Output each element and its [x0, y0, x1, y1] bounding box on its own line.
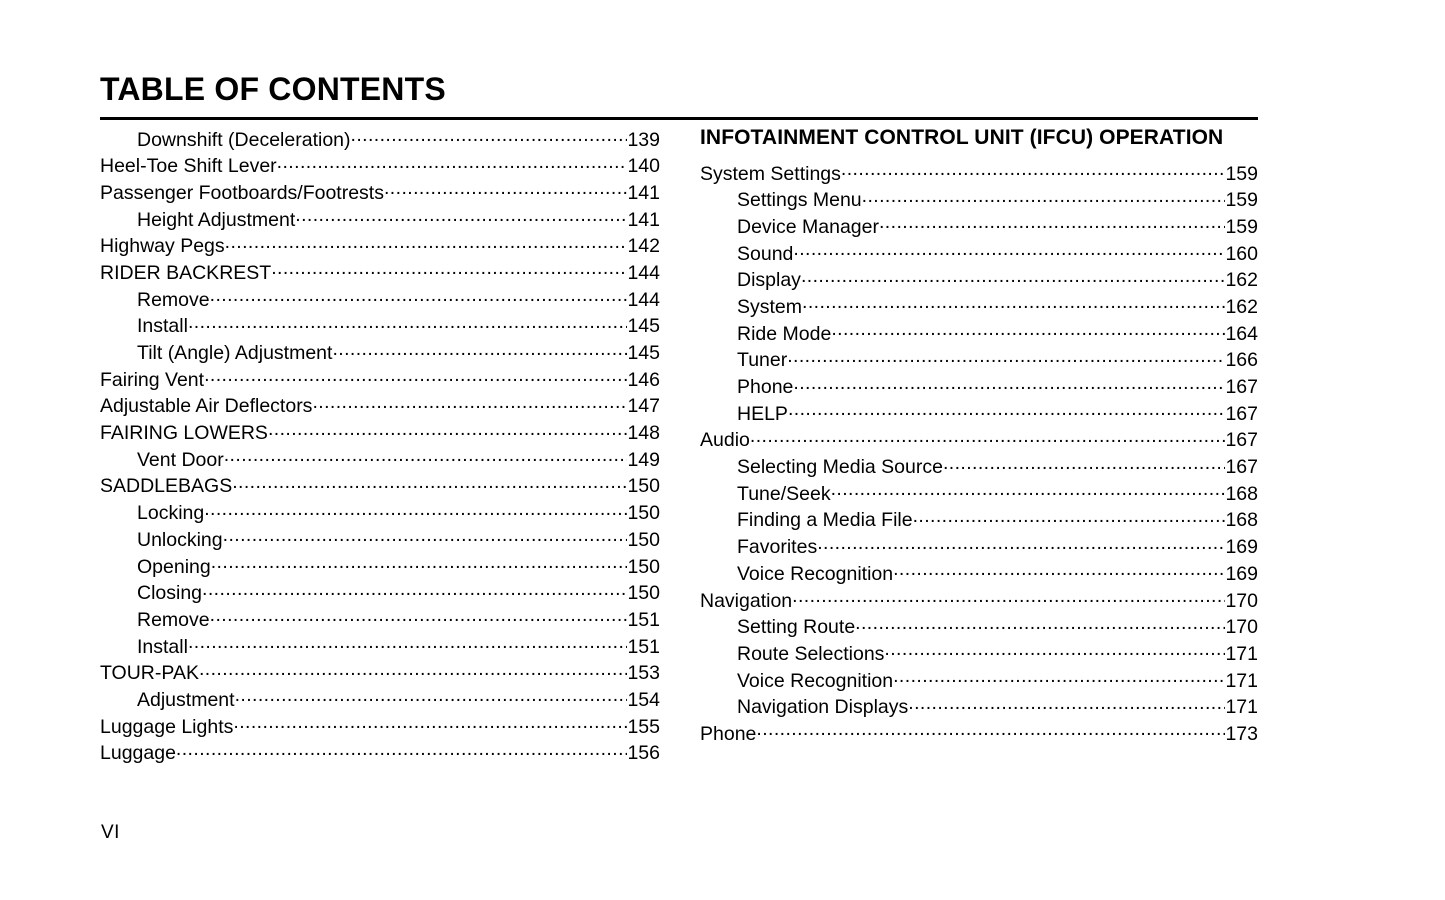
page-title: TABLE OF CONTENTS [100, 71, 446, 107]
toc-entry-label: TOUR-PAK [100, 662, 199, 685]
toc-entry[interactable] [100, 713, 660, 740]
toc-dot-leader [224, 446, 628, 466]
toc-dot-leader [756, 720, 1225, 740]
toc-dot-leader [204, 500, 627, 520]
toc-dot-leader [831, 320, 1225, 340]
toc-entry-label: Settings Menu [737, 189, 862, 212]
toc-entry-label: Locking [137, 502, 205, 525]
toc-entry[interactable] [700, 560, 1258, 587]
toc-dot-leader [893, 667, 1225, 687]
toc-entry-label: Closing [137, 582, 203, 605]
toc-entry-page-number: 155 [627, 715, 660, 738]
toc-entry-page-number: 159 [1225, 189, 1258, 212]
toc-entry-label: Luggage [100, 742, 176, 765]
toc-dot-leader [199, 660, 627, 680]
toc-dot-leader [884, 640, 1225, 660]
toc-entry-label: Remove [137, 608, 210, 631]
toc-dot-leader [271, 259, 627, 279]
toc-entry-label: Adjustment [137, 688, 235, 711]
toc-entry-page-number: 145 [627, 315, 660, 338]
toc-dot-leader [879, 213, 1225, 233]
toc-entry[interactable] [100, 686, 660, 713]
toc-entry-page-number: 153 [627, 662, 660, 685]
toc-entry-label: Tilt (Angle) Adjustment [137, 342, 333, 364]
toc-entry[interactable] [700, 347, 1258, 374]
toc-dot-leader [235, 686, 628, 706]
toc-entry[interactable] [100, 126, 660, 153]
toc-entry-page-number: 173 [1225, 722, 1258, 745]
toc-entry-label: Vent Door [137, 448, 224, 471]
toc-entry-label: HELP [737, 402, 788, 425]
toc-entry[interactable] [700, 720, 1258, 747]
toc-dot-leader [204, 366, 627, 386]
toc-dot-leader [831, 480, 1226, 500]
toc-entry[interactable] [100, 420, 660, 447]
toc-entry-label: Fairing Vent [100, 368, 205, 391]
toc-dot-leader [908, 694, 1225, 714]
page-folio: VI [101, 822, 120, 843]
toc-dot-leader [233, 713, 627, 733]
toc-entry-label: Navigation Displays [737, 696, 909, 719]
toc-entry-page-number: 141 [627, 181, 660, 204]
toc-entry-page-number: 144 [627, 261, 660, 284]
toc-entry[interactable] [700, 587, 1258, 614]
toc-dot-leader [232, 473, 627, 493]
toc-entry[interactable] [700, 320, 1258, 347]
toc-entry-label: Setting Route [737, 616, 856, 639]
toc-entry-page-number: 151 [627, 635, 660, 658]
toc-entry-page-number: 150 [627, 555, 660, 578]
toc-entry[interactable] [100, 366, 660, 393]
toc-entry-page-number: 162 [1225, 269, 1258, 292]
toc-dot-leader [793, 240, 1225, 260]
toc-entry-page-number: 150 [627, 502, 660, 525]
toc-entry-page-number: 171 [1225, 696, 1258, 719]
toc-dot-leader [210, 286, 628, 306]
toc-entry-label: System Settings [700, 162, 841, 185]
toc-entry-label: Install [137, 635, 188, 658]
toc-dot-leader [295, 206, 627, 226]
toc-entry[interactable] [700, 160, 1258, 187]
toc-entry-page-number: 142 [627, 235, 660, 258]
toc-entry-label: Navigation [700, 589, 793, 612]
toc-dot-leader [802, 293, 1225, 313]
toc-entry-page-number: 150 [627, 528, 660, 551]
toc-dot-leader [792, 587, 1225, 607]
toc-entry-page-number: 141 [627, 208, 660, 231]
toc-entry-label: Tuner [737, 349, 788, 372]
toc-dot-leader [855, 614, 1225, 634]
toc-dot-leader [862, 187, 1226, 207]
toc-entry-page-number: 147 [627, 395, 660, 418]
toc-entry[interactable] [100, 286, 660, 313]
toc-dot-leader [841, 160, 1226, 180]
toc-entry[interactable] [100, 340, 660, 367]
toc-entry-label: Passenger Footboards/Footrests [100, 181, 384, 204]
toc-entry-label: Install [137, 315, 188, 338]
toc-entry-page-number: 144 [627, 288, 660, 311]
toc-dot-leader [277, 153, 628, 173]
toc-entry-label: Tune/Seek [737, 482, 831, 505]
toc-entry-label: Downshift (Deceleration) [137, 128, 351, 151]
toc-dot-leader [268, 420, 628, 440]
toc-dot-leader [801, 267, 1226, 287]
toc-entry-page-number: 169 [1225, 562, 1258, 585]
toc-entry-label: Phone [700, 722, 757, 745]
toc-entry-page-number: 159 [1225, 215, 1258, 238]
toc-entry[interactable] [700, 240, 1258, 267]
toc-entry[interactable] [700, 480, 1258, 507]
toc-entry[interactable] [100, 179, 660, 206]
toc-entry[interactable] [100, 500, 660, 527]
toc-entry-label: Highway Pegs [100, 235, 225, 258]
toc-entry[interactable] [700, 454, 1258, 481]
toc-entry-label: Ride Mode [737, 322, 832, 345]
toc-dot-leader [332, 340, 627, 360]
toc-entry-label: Adjustable Air Deflectors [100, 395, 313, 418]
toc-entry-label: Favorites [737, 536, 818, 559]
toc-entry[interactable] [700, 400, 1258, 427]
toc-entry-page-number: 171 [1225, 642, 1258, 665]
toc-dot-leader [793, 374, 1225, 394]
toc-dot-leader [943, 454, 1226, 474]
toc-entry[interactable] [700, 694, 1258, 721]
toc-entry-page-number: 167 [1225, 456, 1258, 479]
toc-entry-page-number: 164 [1225, 322, 1258, 345]
toc-entry[interactable] [700, 293, 1258, 320]
toc-entry-label: SADDLEBAGS [100, 475, 233, 498]
toc-entry-label: Voice Recognition [737, 669, 894, 692]
toc-entry[interactable] [100, 313, 660, 340]
toc-dot-leader [817, 534, 1225, 554]
toc-entry-label: Remove [137, 288, 210, 311]
toc-dot-leader [211, 553, 628, 573]
toc-entry[interactable] [100, 473, 660, 500]
toc-entry-page-number: 156 [627, 742, 660, 765]
toc-entry[interactable] [700, 507, 1258, 534]
toc-entry-label: RIDER BACKREST [100, 261, 272, 284]
toc-dot-leader [223, 526, 628, 546]
toc-entry-page-number: 159 [1225, 162, 1258, 185]
toc-entry[interactable] [100, 580, 660, 607]
toc-entry-page-number: 150 [627, 475, 660, 498]
toc-entry[interactable] [700, 427, 1258, 454]
toc-entry[interactable] [100, 206, 660, 233]
toc-entry-label: Selecting Media Source [737, 456, 943, 479]
toc-entry[interactable] [100, 660, 660, 687]
section-heading-ifcu: INFOTAINMENT CONTROL UNIT (IFCU) OPERATION [700, 126, 1224, 149]
toc-dot-leader [788, 400, 1226, 420]
toc-entry-page-number: 151 [627, 608, 660, 631]
toc-entry-page-number: 169 [1225, 536, 1258, 559]
toc-entry-page-number: 139 [627, 128, 660, 151]
toc-dot-leader [225, 233, 628, 253]
toc-entry-page-number: 167 [1225, 402, 1258, 425]
toc-entry[interactable] [100, 633, 660, 660]
toc-entry[interactable] [100, 740, 660, 767]
toc-entry[interactable] [700, 267, 1258, 294]
toc-entry[interactable] [100, 393, 660, 420]
toc-list-left [100, 126, 660, 767]
toc-entry-label: Unlocking [137, 528, 223, 551]
toc-entry-page-number: 168 [1225, 509, 1258, 532]
toc-dot-leader [188, 313, 628, 333]
toc-list-right [700, 160, 1258, 747]
toc-column-left [100, 126, 660, 767]
toc-entry[interactable] [100, 153, 660, 180]
toc-entry-page-number: 168 [1225, 482, 1258, 505]
toc-entry-page-number: 167 [1225, 429, 1258, 452]
toc-entry[interactable] [100, 553, 660, 580]
toc-dot-leader [202, 580, 627, 600]
toc-dot-leader [176, 740, 628, 760]
toc-entry-page-number: 167 [1225, 376, 1258, 398]
toc-entry[interactable] [700, 374, 1258, 401]
toc-entry-label: Finding a Media File [737, 509, 913, 532]
toc-dot-leader [312, 393, 627, 413]
toc-dot-leader [351, 126, 628, 146]
toc-entry[interactable] [100, 259, 660, 286]
toc-entry-label: Opening [137, 555, 211, 578]
toc-entry[interactable] [100, 606, 660, 633]
toc-entry-page-number: 170 [1225, 589, 1258, 612]
toc-entry-page-number: 149 [627, 448, 660, 471]
toc-entry[interactable] [700, 534, 1258, 561]
toc-dot-leader [210, 606, 628, 626]
toc-entry-label: Display [737, 269, 801, 292]
toc-entry[interactable] [100, 446, 660, 473]
toc-entry-page-number: 154 [627, 688, 660, 711]
toc-entry-label: Sound [737, 242, 794, 265]
toc-entry-label: Luggage Lights [100, 715, 234, 738]
toc-entry[interactable] [700, 187, 1258, 214]
toc-entry-page-number: 150 [627, 582, 660, 605]
toc-entry[interactable] [700, 640, 1258, 667]
toc-entry[interactable] [700, 213, 1258, 240]
toc-dot-leader [188, 633, 628, 653]
toc-entry-page-number: 146 [627, 368, 660, 391]
toc-entry-label: Phone [737, 376, 794, 398]
toc-dot-leader [750, 427, 1226, 447]
toc-entry-label: Audio [700, 429, 750, 452]
toc-entry-label: Voice Recognition [737, 562, 894, 585]
toc-entry-page-number: 140 [627, 155, 660, 178]
toc-entry-page-number: 170 [1225, 616, 1258, 639]
toc-entry-page-number: 160 [1225, 242, 1258, 265]
toc-entry-label: FAIRING LOWERS [100, 422, 268, 445]
toc-entry[interactable] [100, 233, 660, 260]
toc-entry-label: Route Selections [737, 642, 885, 665]
toc-dot-leader [787, 347, 1225, 367]
toc-entry-page-number: 162 [1225, 295, 1258, 318]
toc-entry[interactable] [100, 526, 660, 553]
toc-dot-leader [893, 560, 1225, 580]
toc-entry-label: Height Adjustment [137, 208, 296, 231]
toc-entry-page-number: 145 [627, 342, 660, 364]
toc-entry[interactable] [700, 614, 1258, 641]
toc-column-right [700, 126, 1258, 747]
toc-entry-page-number: 148 [627, 422, 660, 445]
toc-entry-label: Device Manager [737, 215, 879, 238]
toc-entry[interactable] [700, 667, 1258, 694]
toc-entry-label: Heel-Toe Shift Lever [100, 155, 277, 178]
toc-dot-leader [384, 179, 627, 199]
toc-dot-leader [913, 507, 1226, 527]
toc-entry-label: System [737, 295, 803, 318]
toc-entry-page-number: 171 [1225, 669, 1258, 692]
toc-entry-page-number: 166 [1225, 349, 1258, 372]
